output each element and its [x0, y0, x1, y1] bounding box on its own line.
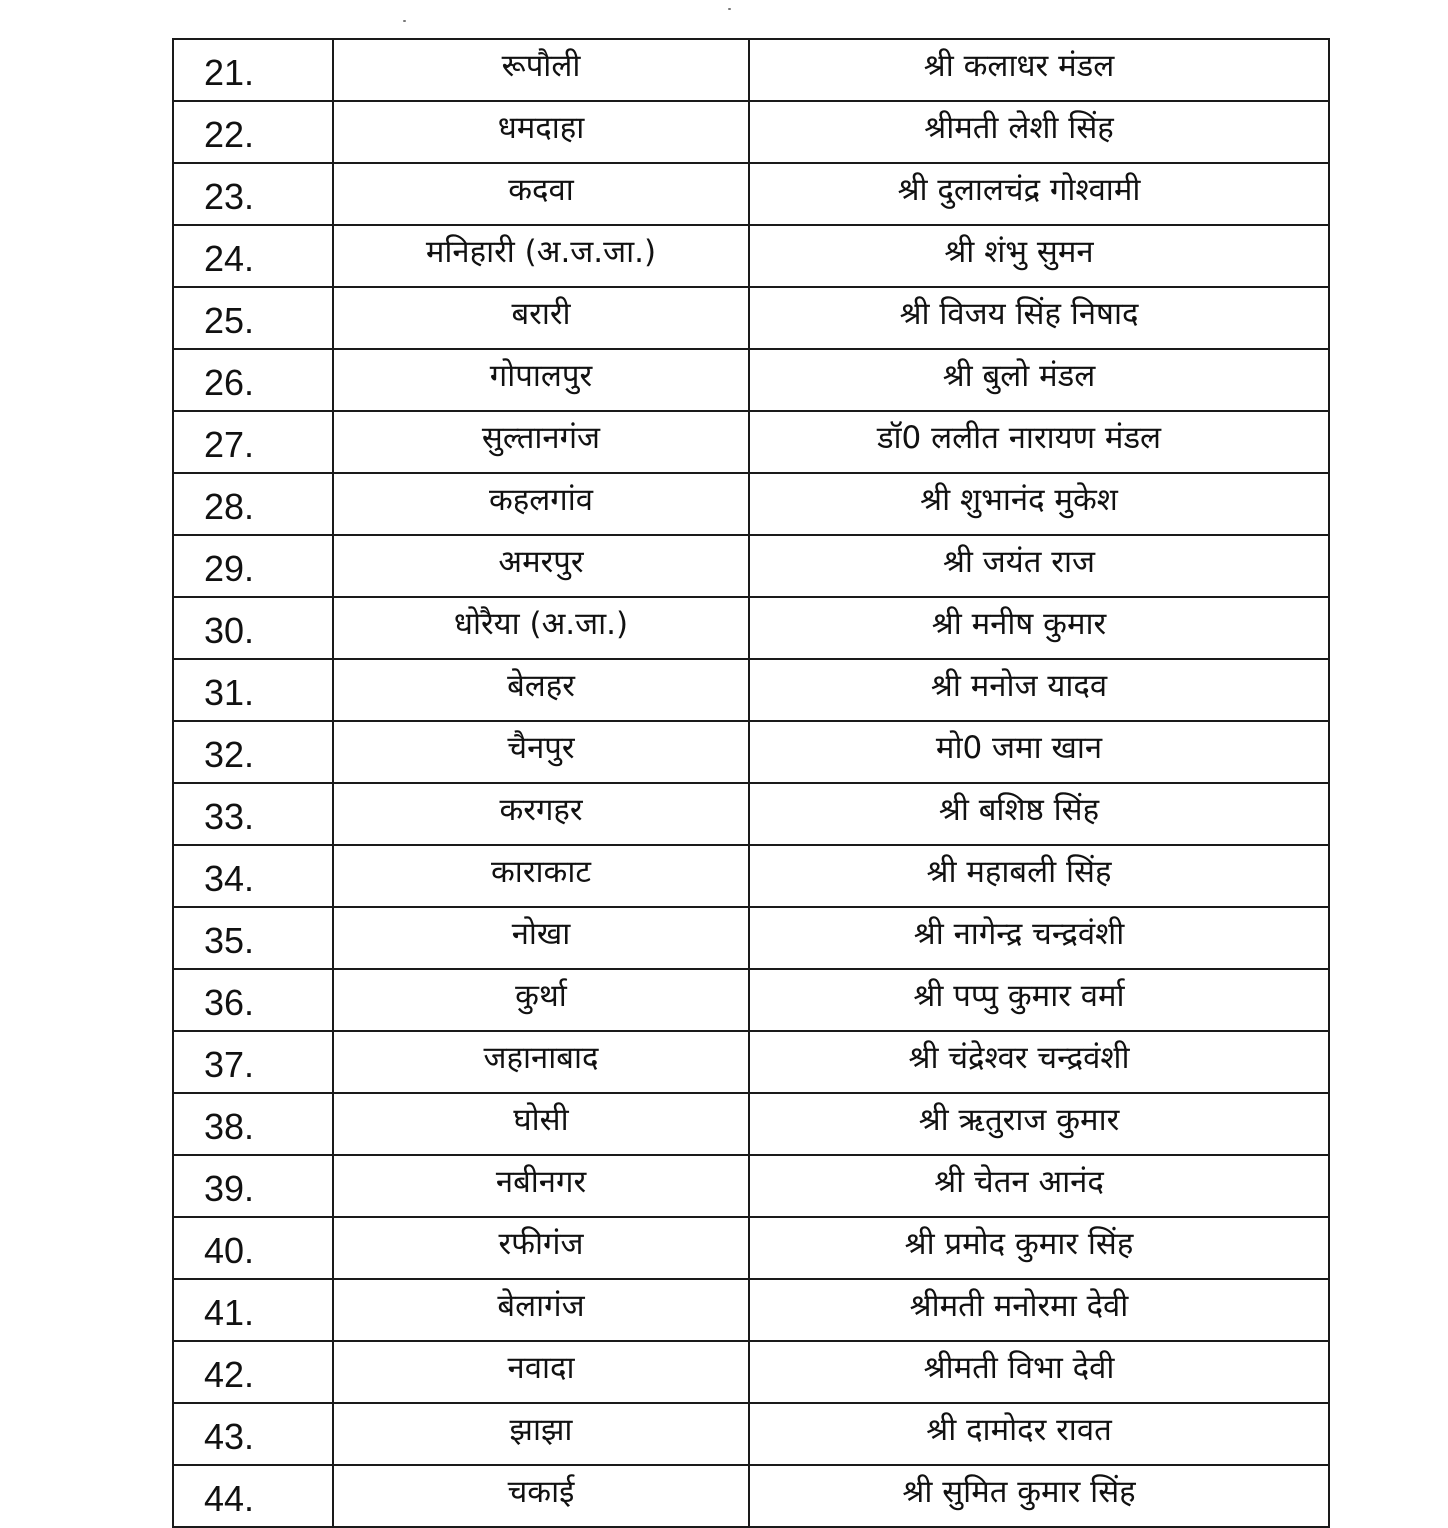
serial-number-cell: 30. [173, 597, 333, 659]
constituency-cell: सुल्तानगंज [333, 411, 749, 473]
constituency-cell: नबीनगर [333, 1155, 749, 1217]
candidate-name-cell: श्रीमती लेशी सिंह [749, 101, 1329, 163]
serial-number-cell: 42. [173, 1341, 333, 1403]
serial-number-cell: 25. [173, 287, 333, 349]
serial-number-cell: 37. [173, 1031, 333, 1093]
constituency-cell: चैनपुर [333, 721, 749, 783]
constituency-cell: धोरैया (अ.जा.) [333, 597, 749, 659]
constituency-cell: अमरपुर [333, 535, 749, 597]
candidate-name-cell: श्री शंभु सुमन [749, 225, 1329, 287]
candidate-table [172, 38, 1330, 1528]
candidate-name-cell: श्री महाबली सिंह [749, 845, 1329, 907]
scan-speck [728, 8, 731, 10]
table-row [173, 39, 1329, 101]
table-row [173, 659, 1329, 721]
table-row [173, 1403, 1329, 1465]
table-row [173, 101, 1329, 163]
candidate-name-cell: श्री चेतन आनंद [749, 1155, 1329, 1217]
constituency-cell: मनिहारी (अ.ज.जा.) [333, 225, 749, 287]
table-row [173, 163, 1329, 225]
serial-number-cell: 32. [173, 721, 333, 783]
serial-number-cell: 27. [173, 411, 333, 473]
candidate-name-cell: श्री जयंत राज [749, 535, 1329, 597]
constituency-cell: गोपालपुर [333, 349, 749, 411]
constituency-cell: धमदाहा [333, 101, 749, 163]
serial-number-cell: 34. [173, 845, 333, 907]
table-row [173, 1279, 1329, 1341]
table-row [173, 783, 1329, 845]
serial-number-cell: 41. [173, 1279, 333, 1341]
serial-number-cell: 22. [173, 101, 333, 163]
candidate-name-cell: श्रीमती विभा देवी [749, 1341, 1329, 1403]
serial-number-cell: 43. [173, 1403, 333, 1465]
serial-number-cell: 36. [173, 969, 333, 1031]
table-row [173, 1217, 1329, 1279]
table-row [173, 1341, 1329, 1403]
scan-speck [403, 20, 406, 22]
constituency-cell: जहानाबाद [333, 1031, 749, 1093]
constituency-cell: घोसी [333, 1093, 749, 1155]
serial-number-cell: 33. [173, 783, 333, 845]
serial-number-cell: 35. [173, 907, 333, 969]
table-row [173, 1031, 1329, 1093]
table-row [173, 907, 1329, 969]
candidate-name-cell: श्री शुभानंद मुकेश [749, 473, 1329, 535]
constituency-cell: बेलहर [333, 659, 749, 721]
serial-number-cell: 23. [173, 163, 333, 225]
candidate-name-cell: श्री कलाधर मंडल [749, 39, 1329, 101]
candidate-name-cell: श्री दुलालचंद्र गोश्वामी [749, 163, 1329, 225]
constituency-cell: कहलगांव [333, 473, 749, 535]
candidate-name-cell: श्रीमती मनोरमा देवी [749, 1279, 1329, 1341]
candidate-name-cell: डॉ0 ललीत नारायण मंडल [749, 411, 1329, 473]
candidate-name-cell: श्री सुमित कुमार सिंह [749, 1465, 1329, 1527]
constituency-cell: काराकाट [333, 845, 749, 907]
candidate-name-cell: श्री नागेन्द्र चन्द्रवंशी [749, 907, 1329, 969]
table-row [173, 1093, 1329, 1155]
table-row [173, 845, 1329, 907]
table-row [173, 473, 1329, 535]
candidate-name-cell: श्री बशिष्ठ सिंह [749, 783, 1329, 845]
constituency-cell: झाझा [333, 1403, 749, 1465]
serial-number-cell: 39. [173, 1155, 333, 1217]
serial-number-cell: 24. [173, 225, 333, 287]
table-row [173, 287, 1329, 349]
candidate-name-cell: श्री चंद्रेश्वर चन्द्रवंशी [749, 1031, 1329, 1093]
serial-number-cell: 40. [173, 1217, 333, 1279]
candidate-name-cell: मो0 जमा खान [749, 721, 1329, 783]
table-row [173, 1155, 1329, 1217]
candidate-name-cell: श्री विजय सिंह निषाद [749, 287, 1329, 349]
candidate-name-cell: श्री पप्पु कुमार वर्मा [749, 969, 1329, 1031]
serial-number-cell: 29. [173, 535, 333, 597]
serial-number-cell: 26. [173, 349, 333, 411]
candidate-name-cell: श्री प्रमोद कुमार सिंह [749, 1217, 1329, 1279]
candidate-name-cell: श्री मनीष कुमार [749, 597, 1329, 659]
serial-number-cell: 31. [173, 659, 333, 721]
constituency-cell: नवादा [333, 1341, 749, 1403]
candidate-name-cell: श्री ऋतुराज कुमार [749, 1093, 1329, 1155]
table-row [173, 1465, 1329, 1527]
table-row [173, 535, 1329, 597]
constituency-cell: बरारी [333, 287, 749, 349]
constituency-cell: रफीगंज [333, 1217, 749, 1279]
serial-number-cell: 44. [173, 1465, 333, 1527]
table-row [173, 969, 1329, 1031]
candidate-name-cell: श्री दामोदर रावत [749, 1403, 1329, 1465]
table-row [173, 597, 1329, 659]
serial-number-cell: 38. [173, 1093, 333, 1155]
constituency-cell: कुर्था [333, 969, 749, 1031]
table-row [173, 411, 1329, 473]
table-row [173, 349, 1329, 411]
serial-number-cell: 28. [173, 473, 333, 535]
serial-number-cell: 21. [173, 39, 333, 101]
constituency-cell: नोखा [333, 907, 749, 969]
constituency-cell: रूपौली [333, 39, 749, 101]
candidate-name-cell: श्री बुलो मंडल [749, 349, 1329, 411]
candidate-table-body [173, 39, 1329, 1527]
constituency-cell: करगहर [333, 783, 749, 845]
candidate-list-document [172, 38, 1330, 1528]
table-row [173, 721, 1329, 783]
constituency-cell: कदवा [333, 163, 749, 225]
table-row [173, 225, 1329, 287]
candidate-name-cell: श्री मनोज यादव [749, 659, 1329, 721]
constituency-cell: बेलागंज [333, 1279, 749, 1341]
constituency-cell: चकाई [333, 1465, 749, 1527]
